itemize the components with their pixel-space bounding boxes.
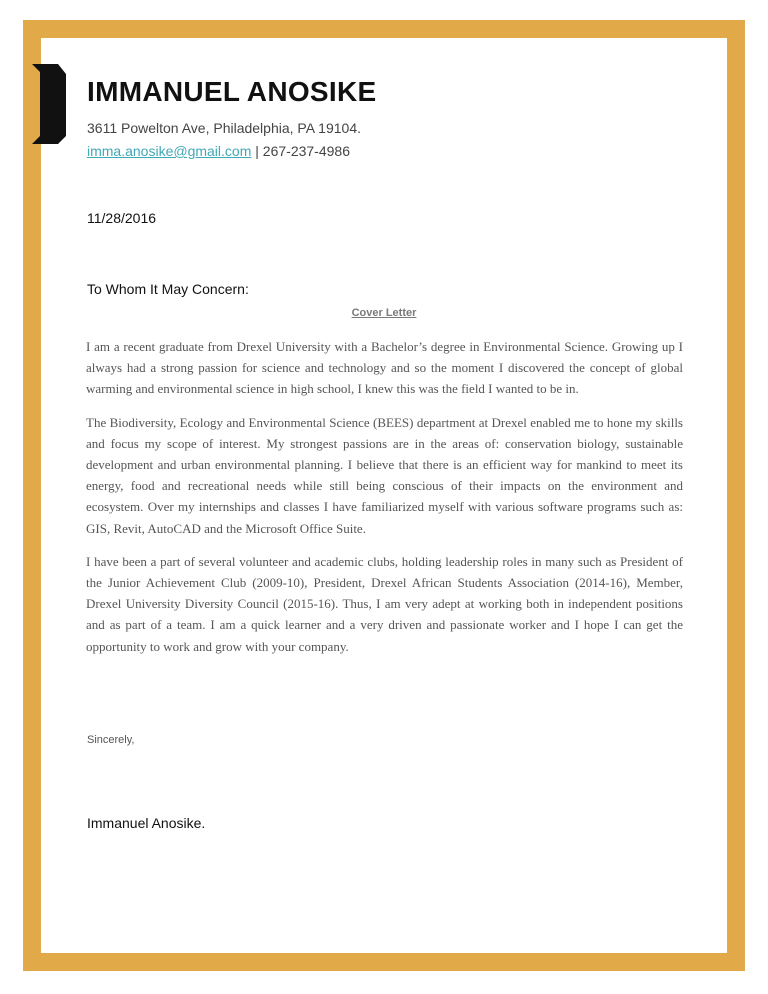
body-paragraph-3: I have been a part of several volunteer and academic clubs, holding leadership roles in many such as President of the Junior Achievement Club (2009-10), President, Drexel African Students Association (2014-16), Member, Drexel University Diversity Council (2015-16). Thus, I am very adept at working both in independent positions and as part of a team. I am a quick learner and a very driven and passionate worker and I hope I can get the opportunity to work and grow with your company.: [86, 553, 683, 654]
contact-separator: |: [251, 143, 263, 159]
body-paragraph-2: The Biodiversity, Ecology and Environmental Science (BEES) department at Drexel enabled me to hone my skills and focus my scope of interest. My strongest passions are in the areas of: conservation biology, sustainable development and urban environmental planning. I believe that there is an efficient way for mankind to meet its energy, food and recreational needs while still being conscious of their impacts on the environment and ecosystem. Over my internships and classes I have familiarized myself with various software programs such as: GIS, Revit, AutoCAD and the Microsoft Office Suite.: [86, 414, 683, 536]
salutation: To Whom It May Concern:: [87, 281, 249, 297]
address-line: 3611 Powelton Ave, Philadelphia, PA 19104.: [87, 120, 361, 136]
applicant-name: IMMANUEL ANOSIKE: [87, 76, 377, 107]
contact-line: [87, 143, 350, 159]
letter-subject: Cover Letter: [351, 307, 417, 319]
bookmark-icon: [32, 64, 66, 144]
letter-date: 11/28/2016: [87, 210, 157, 226]
body-paragraph-1: I am a recent graduate from Drexel University with a Bachelor’s degree in Environmental Science. Growing up I always had a strong passion for science and technology and so the moment I discovered the concept of global warming and environmental science in high school, I knew this was the field I wanted to be in.: [86, 339, 683, 397]
phone-number: 267-237-4986: [262, 143, 350, 159]
signature: Immanuel Anosike.: [87, 815, 206, 831]
closing: Sincerely,: [87, 734, 135, 746]
letter-body: [86, 336, 683, 669]
email-link[interactable]: imma.anosike@gmail.com: [87, 143, 252, 159]
